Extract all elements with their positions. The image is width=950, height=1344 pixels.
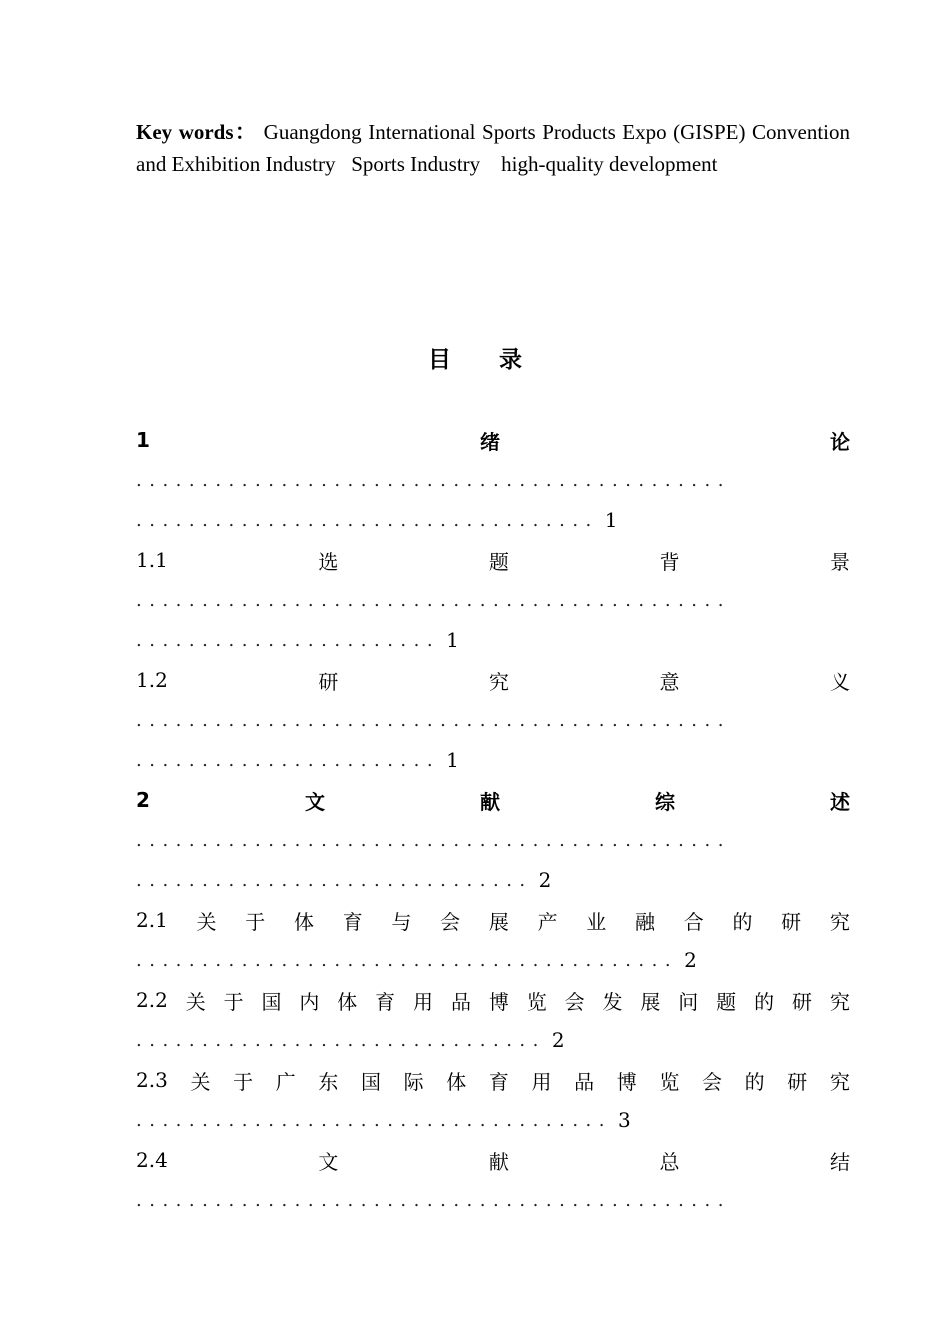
toc-entry-char: 题 xyxy=(488,549,509,574)
toc-entry-char: 问 xyxy=(678,989,699,1014)
toc-entry-char: 总 xyxy=(659,1149,680,1174)
toc-leader-line xyxy=(136,864,850,896)
toc-leader-dots: ....................... xyxy=(136,749,441,771)
toc-entry-char: 述 xyxy=(829,789,850,814)
toc-entry-char: 究 xyxy=(488,669,509,694)
toc-leader-dots: ....................... xyxy=(136,629,441,651)
toc-entry-char: 背 xyxy=(659,549,680,574)
toc-entry-char: 合 xyxy=(683,909,704,934)
toc-entry-number: 2.4 xyxy=(136,1148,168,1172)
toc-entry-1[interactable] xyxy=(136,424,850,456)
toc-entry-char: 国 xyxy=(261,989,282,1014)
toc-entry-char: 广 xyxy=(275,1069,296,1094)
toc-entry-char: 究 xyxy=(829,909,850,934)
toc-leader-line xyxy=(136,1184,850,1216)
toc-leader-dots: ............................................. xyxy=(136,829,731,851)
toc-leader-line xyxy=(136,584,850,616)
toc-entry-char: 献 xyxy=(488,1149,509,1174)
toc-entry-char: 于 xyxy=(245,909,266,934)
toc-entry-char: 发 xyxy=(602,989,623,1014)
toc-entry-char: 业 xyxy=(586,909,607,934)
toc-leader-dots: ......................................... xyxy=(136,949,679,971)
toc-entry-char: 东 xyxy=(318,1069,339,1094)
toc-page-number: 2 xyxy=(551,1028,565,1052)
toc-entry-char: 的 xyxy=(732,909,753,934)
toc-entry-char: 究 xyxy=(829,989,850,1014)
toc-leader-line xyxy=(136,624,850,656)
toc-entry-number: 1.1 xyxy=(136,548,168,572)
toc-entry-char: 与 xyxy=(391,909,412,934)
toc-entry-2[interactable] xyxy=(136,784,850,816)
keywords-paragraph xyxy=(136,116,850,180)
toc-page-number: 3 xyxy=(617,1108,631,1132)
toc-entry-char: 品 xyxy=(450,989,471,1014)
toc-entry-char: 关 xyxy=(190,1069,211,1094)
toc-entry-char: 结 xyxy=(830,1149,850,1174)
toc-title-char: 目 xyxy=(428,347,451,373)
toc-entry-2-1[interactable] xyxy=(136,904,850,936)
toc-entry-number: 2.1 xyxy=(136,908,168,932)
toc-leader-line xyxy=(136,504,850,536)
toc-entry-char: 景 xyxy=(830,549,850,574)
toc-entry-char: 会 xyxy=(701,1069,722,1094)
toc-entry-char: 体 xyxy=(293,909,314,934)
toc-leader-dots: ............................... xyxy=(136,1029,546,1051)
toc-entry-number: 2 xyxy=(136,788,150,812)
toc-entry-char: 综 xyxy=(654,789,675,814)
toc-entry-char: 际 xyxy=(403,1069,424,1094)
toc-entry-char: 育 xyxy=(488,1069,509,1094)
toc-entry-2-2[interactable] xyxy=(136,984,850,1016)
toc-entry-char: 展 xyxy=(488,909,509,934)
toc-leader-line xyxy=(136,1024,850,1056)
toc-page-number: 1 xyxy=(446,628,459,652)
toc-leader-dots: ............................................. xyxy=(136,589,731,611)
toc-leader-dots: ............................................. xyxy=(136,1189,731,1211)
toc-entry-char: 产 xyxy=(537,909,558,934)
toc-entry-char: 国 xyxy=(360,1069,381,1094)
toc-entry-char: 研 xyxy=(787,1069,808,1094)
toc-entry-char: 育 xyxy=(375,989,396,1014)
toc-entry-char: 览 xyxy=(659,1069,680,1094)
toc-leader-line xyxy=(136,824,850,856)
toc-entry-char: 内 xyxy=(299,989,320,1014)
toc-entry-char: 于 xyxy=(233,1069,254,1094)
toc-page-number: 2 xyxy=(684,948,697,972)
toc-entry-char: 研 xyxy=(791,989,812,1014)
toc-entry-char: 用 xyxy=(413,989,434,1014)
toc-entry-char: 览 xyxy=(526,989,547,1014)
keywords-text: Guangdong International Sports Products Expo (GISPE) Convention and Exhibition Industry Sports Industry high-quality development xyxy=(136,120,851,176)
toc-entry-number: 2.3 xyxy=(136,1068,168,1092)
toc-entry-char: 博 xyxy=(488,989,509,1014)
toc-entry-char: 选 xyxy=(318,549,339,574)
toc-entry-1-2[interactable] xyxy=(136,664,850,696)
toc-entry-number: 2.2 xyxy=(136,988,168,1012)
toc-entry-char: 文 xyxy=(304,789,325,814)
toc-entry-char: 题 xyxy=(716,989,737,1014)
toc-leader-dots: ............................................. xyxy=(136,709,731,731)
toc-entry-char: 关 xyxy=(196,909,217,934)
toc-leader-line xyxy=(136,744,850,776)
toc-leader-line xyxy=(136,704,850,736)
toc-leader-dots: .................................... xyxy=(136,1109,612,1131)
toc-entry-char: 献 xyxy=(479,789,500,814)
toc-entry-number: 1 xyxy=(136,428,150,452)
toc-entry-char: 会 xyxy=(564,989,585,1014)
toc-leader-dots: ............................................. xyxy=(136,469,731,491)
toc-entry-char: 融 xyxy=(635,909,655,934)
toc-entry-char: 论 xyxy=(829,429,850,454)
toc-leader-line xyxy=(136,1104,850,1136)
toc-entry-number: 1.2 xyxy=(136,668,168,692)
toc-page-number: 2 xyxy=(538,868,552,892)
toc-entry-1-1[interactable] xyxy=(136,544,850,576)
toc-entry-char: 研 xyxy=(318,669,339,694)
toc-entry-char: 的 xyxy=(744,1069,765,1094)
toc-leader-dots: ................................... xyxy=(136,509,599,531)
toc-entry-char: 绪 xyxy=(479,429,500,454)
toc-entry-char: 意 xyxy=(659,669,680,694)
toc-entry-char: 的 xyxy=(754,989,775,1014)
toc-entry-char: 义 xyxy=(830,669,850,694)
toc-entry-char: 用 xyxy=(531,1069,552,1094)
toc-entry-char: 博 xyxy=(616,1069,637,1094)
toc-entry-char: 品 xyxy=(574,1069,595,1094)
toc-title-char: 录 xyxy=(499,347,522,373)
toc-entry-char: 研 xyxy=(781,909,802,934)
toc-entry-char: 会 xyxy=(440,909,461,934)
toc-leader-dots: .............................. xyxy=(136,869,533,891)
toc-entry-char: 体 xyxy=(337,989,358,1014)
toc-leader-line xyxy=(136,464,850,496)
toc-entry-char: 关 xyxy=(185,989,206,1014)
toc-entry-char: 育 xyxy=(342,909,363,934)
toc-page-number: 1 xyxy=(604,508,618,532)
toc-entry-char: 展 xyxy=(640,989,661,1014)
toc-entry-2-3[interactable] xyxy=(136,1064,850,1096)
keywords-label: Key words： xyxy=(136,120,258,144)
toc-page-number: 1 xyxy=(446,748,459,772)
toc-entry-char: 文 xyxy=(318,1149,339,1174)
toc-entry-2-4[interactable] xyxy=(136,1144,850,1176)
toc-entry-char: 究 xyxy=(829,1069,850,1094)
toc-entry-char: 于 xyxy=(223,989,244,1014)
toc-title xyxy=(0,344,950,376)
toc-entry-char: 体 xyxy=(446,1069,467,1094)
toc-leader-line xyxy=(136,944,850,976)
